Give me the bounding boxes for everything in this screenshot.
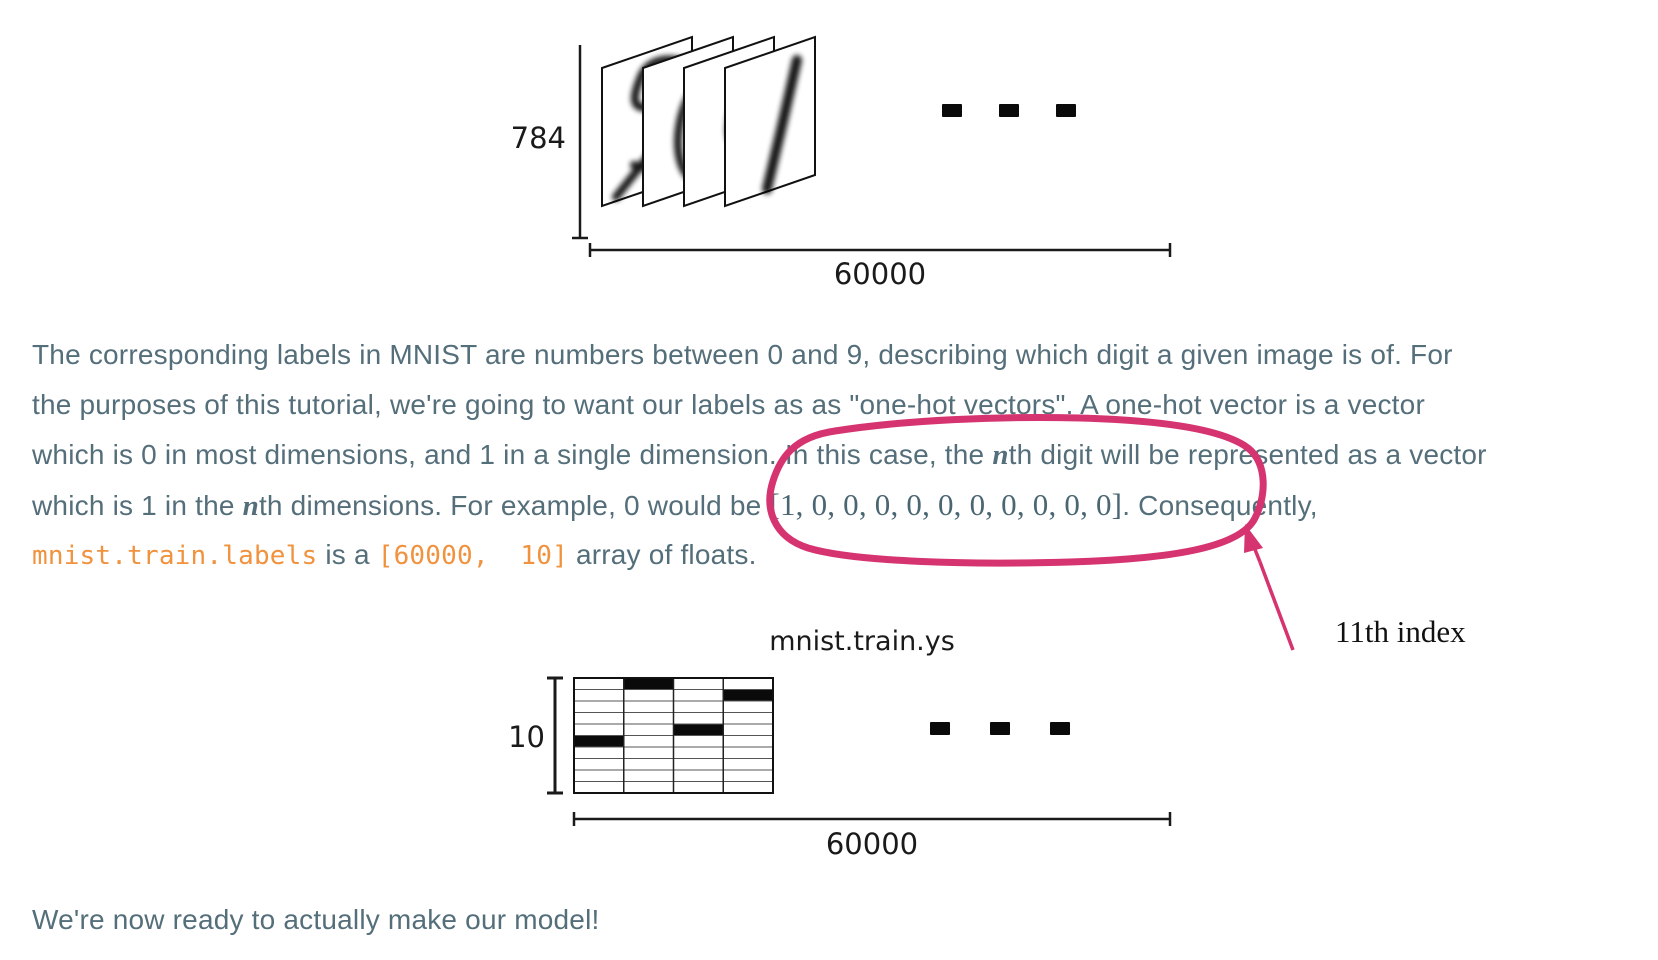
bottom-figure-dim-label: 10 xyxy=(508,720,545,754)
top-figure-count-label: 60000 xyxy=(833,257,927,291)
hand-drawn-circle xyxy=(770,418,1263,564)
math-n: n xyxy=(242,490,259,522)
ellipsis-dashes-icon xyxy=(942,104,1076,117)
code-mnist-train-labels: mnist.train.labels xyxy=(32,541,318,571)
bottom-figure-dim-bracket xyxy=(547,678,563,793)
bottom-figure-count-label: 60000 xyxy=(825,827,919,861)
text-segment: th digit will be represented as a vector xyxy=(1008,439,1487,470)
text-segment: array of floats. xyxy=(567,539,757,570)
text-segment: . Consequently, xyxy=(1122,490,1318,521)
code-array-shape: [60000, 10] xyxy=(377,541,568,571)
closing-paragraph: We're now ready to actually make our model! xyxy=(32,904,600,935)
one-hot-cell xyxy=(574,736,624,748)
bottom-figure-title: mnist.train.ys xyxy=(769,626,955,657)
one-hot-cell xyxy=(674,724,724,736)
ellipsis-dashes-icon xyxy=(930,722,1070,735)
annotation-label: 11th index xyxy=(1335,614,1466,649)
math-n: n xyxy=(992,439,1009,471)
text-segment: which is 1 in the xyxy=(32,490,243,521)
label-grid xyxy=(574,678,773,793)
mnist-labels-figure xyxy=(470,580,1200,880)
mnist-images-figure xyxy=(430,20,1200,300)
top-figure-count-axis xyxy=(590,243,1170,257)
top-figure-dim-line xyxy=(572,45,588,238)
text-segment: is a xyxy=(317,539,378,570)
annotation-arrow-icon xyxy=(1244,524,1293,650)
paragraph-line-1: The corresponding labels in MNIST are numbers between 0 and 9, describing which digit a given image is of. For xyxy=(32,339,1453,370)
one-hot-cell xyxy=(624,678,674,690)
paragraph-line-2: the purposes of this tutorial, we're going to want our labels as as "one-hot vectors". A one-hot vector is a vector xyxy=(32,389,1425,420)
mnist-image-stack xyxy=(602,37,815,206)
one-hot-cell xyxy=(723,690,773,702)
bottom-figure-count-axis xyxy=(574,812,1170,826)
one-hot-vector-math: [1, 0, 0, 0, 0, 0, 0, 0, 0, 0, 0] xyxy=(769,487,1123,522)
top-figure-dim-label: 784 xyxy=(510,121,566,155)
text-segment: which is 0 in most dimensions, and 1 in a single dimension. In this case, the xyxy=(32,439,993,470)
text-segment: th dimensions. For example, 0 would be xyxy=(258,490,770,521)
